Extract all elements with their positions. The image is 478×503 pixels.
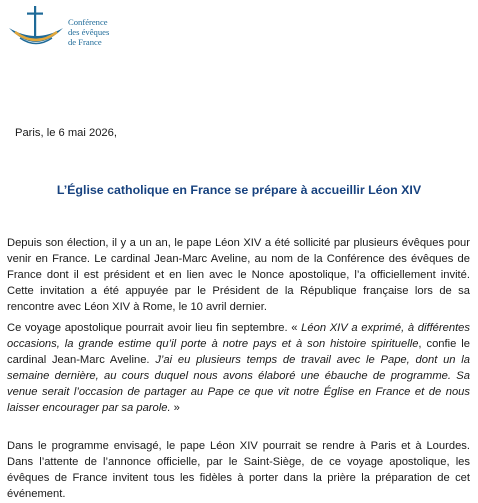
org-name-line-1: Conférence — [68, 17, 108, 27]
letter-date: Paris, le 6 mai 2026, — [15, 127, 117, 139]
paragraph-segment: Depuis son élection, il y a un an, le pape Léon XIV a été sollicité par plusieurs évêques pour venir en France. Le cardinal Jean-Marc Aveline, au nom de la Conférence des évêques de France dont il est président et en lien avec le Nonce apostolique, l’a officiellement invité. Cette invitation a été appuyée par le Président de la République française lors de sa rencontre avec Léon XIV à Rome, le 10 avril dernier. — [7, 237, 470, 313]
paragraph-3 — [7, 439, 470, 503]
paragraph-2 — [7, 321, 470, 416]
quote-segment: Léon XIV a exprimé, à différentes occasions, la grande estime qu’il porte à notre pays et à son histoire spirituelle — [7, 322, 470, 350]
org-name-line-2: des évêques — [68, 27, 110, 37]
paragraph-segment: Ce voyage apostolique pourrait avoir lieu fin septembre. « — [7, 322, 302, 334]
org-name-line-3: de France — [68, 37, 102, 47]
paragraph-segment: Dans le programme envisagé, le pape Léon XIV pourrait se rendre à Paris et à Lourdes. Dans l’attente de l’annonce officielle, par le Saint-Siège, de ce voyage apostolique, les évêques de France invitent tous les fidèles à porter dans la prière la préparation de cet événement. — [7, 440, 470, 500]
paragraph-segment: , confie le cardinal Jean-Marc Aveline. — [7, 337, 470, 366]
cross-and-boat-icon — [6, 4, 66, 54]
paragraph-segment: » — [170, 401, 180, 414]
paragraph-1 — [7, 236, 470, 316]
quote-segment: J’ai eu plusieurs temps de travail avec le Pape, dont un la semaine dernière, au cours duquel nous avons élaboré une ébauche de programme. Sa venue serait l’occasion de partager au Pape ce que vit notre Église en France et de nous laisser encourager par sa parole. — [7, 353, 470, 414]
cef-logo — [6, 4, 138, 54]
letter-title: L’Église catholique en France se prépare à accueillir Léon XIV — [56, 183, 422, 197]
